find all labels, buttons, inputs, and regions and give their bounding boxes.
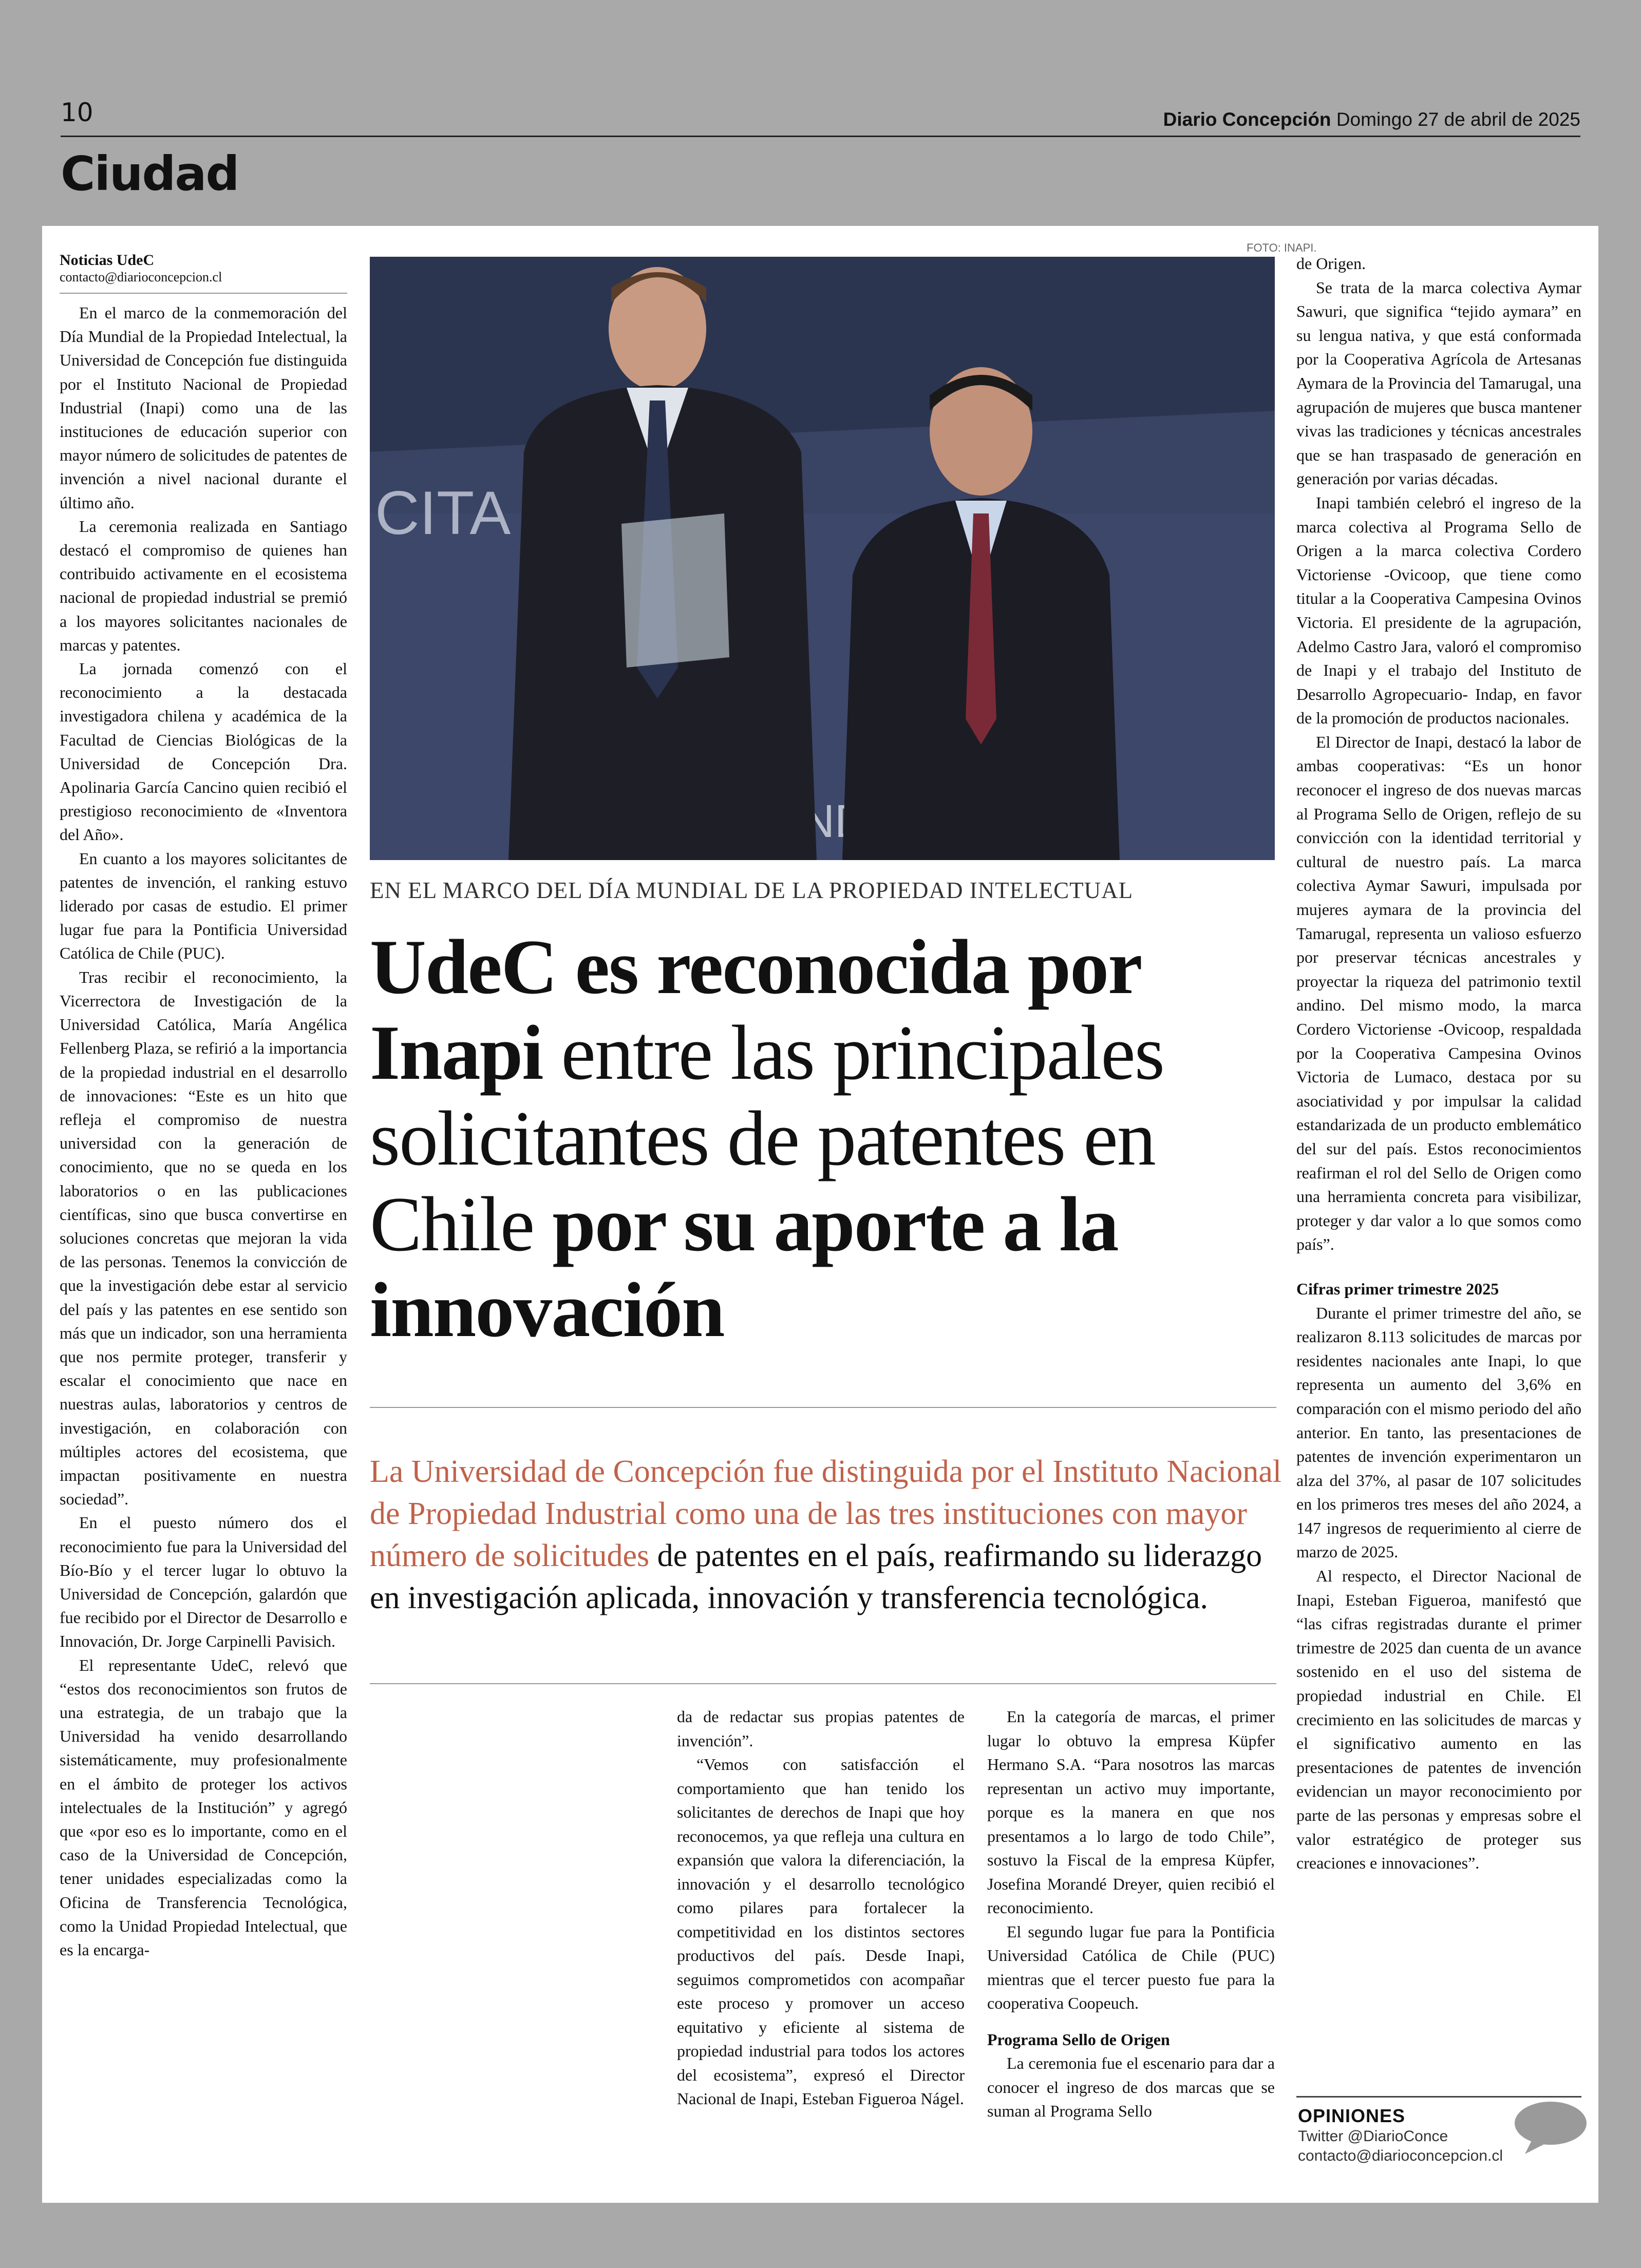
paragraph: La ceremonia fue el escenario para dar a conocer el ingreso de dos marcas que se suman al Programa Sello xyxy=(987,2054,1275,2120)
byline-email: contacto@diarioconcepcion.cl xyxy=(60,270,222,284)
deck-highlight: La Universidad de Concepción fue distinguida por el Instituto Nacional de Propiedad Industrial como una de las tres instituciones con mayor número de solicitudes xyxy=(370,1454,1282,1573)
kicker: EN EL MARCO DEL DÍA MUNDIAL DE LA PROPIEDAD INTELECTUAL xyxy=(370,878,1134,903)
opinion-email: contacto@diarioconcepcion.cl xyxy=(1298,2147,1503,2164)
opinion-twitter: Twitter @DiarioConce xyxy=(1298,2128,1448,2145)
headline-bold-2: por su aporte a la innovación xyxy=(370,1181,1118,1353)
paragraph: Inapi también celebró el ingreso de la marca colectiva al Programa Sello de Origen a la marca colectiva Cordero Victoriense -Ovicoop, que tiene como titular a la Cooperativa Campesina Ovinos Victoria. El presidente de la agrupación, Adelmo Castro Jara, valoró el compromiso de Inapi y el trabajo del Instituto de Desarrollo Agropecuario- Indap, en favor de la promoción de productos nacionales. xyxy=(1296,493,1581,728)
top-rule xyxy=(61,136,1580,137)
paragraph: da de redactar sus propias patentes de invención”. xyxy=(677,1707,965,1750)
column-2 xyxy=(677,1705,965,2111)
page-number: 10 xyxy=(61,98,93,127)
award-photo-illustration xyxy=(370,257,1275,860)
paragraph: El segundo lugar fue para la Pontificia Universidad Católica de Chile (PUC) mientras que el tercer puesto fue para la cooperativa Coopeuch. xyxy=(987,1922,1275,2012)
paragraph: En el puesto número dos el reconocimiento fue para la Universidad del Bío-Bío y el tercer lugar lo obtuvo la Universidad de Concepción, galardón que fue recibido por el Director de Desarrollo e Innovación, Dr. Jorge Carpinelli Pavisich. xyxy=(60,1513,347,1651)
byline-author: Noticias UdeC xyxy=(60,252,155,269)
headline xyxy=(370,924,1284,1353)
paragraph: La jornada comenzó con el reconocimiento a la destacada investigadora chilena y académica de la Facultad de Ciencias Biológicas de la Universidad de Concepción Dra. Apolinaria García Cancino quien recibió el prestigioso reconocimiento de «Inventora del Año». xyxy=(60,659,347,844)
paragraph: Se trata de la marca colectiva Aymar Sawuri, que significa “tejido aymara” en su lengua nativa, y que está conformada por la Cooperativa Agrícola de Artesanas Aymara de la Provincia del Tamarugal, una agrupación de mujeres que busca mantener vivas las tradiciones y técnicas ancestrales que se han traspasado de generación en generación por varias décadas. xyxy=(1296,278,1581,488)
paragraph: Al respecto, el Director Nacional de Inapi, Esteban Figueroa, manifestó que “las cifras registradas durante el primer trimestre de 2025 dan cuenta de un avance sostenido en el uso del sistema de propiedad industrial en Chile. El crecimiento en las solicitudes de marcas y el significativo aumento en las presentaciones de patentes de invención evidencian un mayor reconocimiento por parte de las personas y empresas sobre el valor estratégico de proteger sus creaciones e innovaciones”. xyxy=(1296,1567,1581,1873)
opinion-box xyxy=(1298,2105,1503,2166)
masthead xyxy=(1163,109,1580,130)
subheading: Programa Sello de Origen xyxy=(987,2030,1170,2049)
paragraph: El Director de Inapi, destacó la labor de ambas cooperativas: “Es un honor reconocer el ingreso de dos nuevas marcas al Programa Sello de Origen, reflejo de su convicción con la identidad territorial y cultural de nuestro país. La marca colectiva Aymar Sawuri, impulsada por mujeres aymara de la provincia del Tamarugal, representa un valioso esfuerzo por preservar técnicas ancestrales y proyectar la riqueza del patrimonio textil andino. Del mismo modo, la marca Cordero Victoriense -Ovicoop, respaldada por la Cooperativa Campesina Ovinos Victoria de Lumaco, destaca por su asociatividad y por impulsar la calidad estandarizada de un producto emblemático del sur del país. Estos reconocimientos reafirman el rol del Sello de Origen como una herramienta concreta para visibilizar, proteger y dar valor a lo que somos como país”. xyxy=(1296,732,1581,1254)
issue-date: Domingo 27 de abril de 2025 xyxy=(1336,109,1580,130)
paragraph: En la categoría de marcas, el primer lugar lo obtuvo la empresa Küpfer Hermano S.A. “Para nosotros las marcas representan un activo muy importante, porque es la manera en que nos presentamos a lo largo de todo Chile”, sostuvo la Fiscal de la empresa Küpfer, Josefina Morandé Dreyer, quien recibió el reconocimiento. xyxy=(987,1707,1275,1917)
headline-regular: entre las principales solicitantes de patentes en Chile xyxy=(370,1009,1164,1267)
opinion-title: OPINIONES xyxy=(1298,2105,1406,2126)
paragraph: El representante UdeC, relevó que “estos dos reconocimientos son frutos de una estrategia, de un trabajo que la Universidad ha venido desarrollando sistemáticamente, muy profesionalmente en el ámbito de proteger los activos intelectuales de la Institución” y agregó que «por eso es lo importante, como en el caso de la Universidad de Concepción, tener unidades especializadas como la Oficina de Transferencia Tecnológica, como la Unidad Propiedad Intelectual, que es la encarga- xyxy=(60,1655,347,1959)
column-3 xyxy=(987,1705,1275,2123)
paragraph: de Origen. xyxy=(1296,254,1366,273)
backdrop-text-top: CITA xyxy=(375,479,511,547)
paragraph: En cuanto a los mayores solicitantes de patentes de invención, el ranking estuvo liderado por casas de estudio. El primer lugar fue para la Pontificia Universidad Católica de Chile (PUC). xyxy=(60,849,347,963)
deck-rest: de patentes en el país, reafirmando su liderazgo en investigación aplicada, innovación y transferencia tecnológica. xyxy=(370,1538,1262,1615)
column-1 xyxy=(60,252,347,1961)
paragraph: Durante el primer trimestre del año, se realizaron 8.113 solicitudes de marcas por residentes nacionales ante Inapi, lo que representa un aumento del 3,6% en comparación con el mismo periodo del año anterior. En tanto, las presentaciones de patentes de invención experimentaron un alza del 37%, al pasar de 107 solicitudes en los primeros tres meses del año 2024, a 147 ingresos de requerimiento al cierre de marzo de 2025. xyxy=(1296,1303,1581,1561)
paragraph: La ceremonia realizada en Santiago destacó el compromiso de quienes han contribuido activamente en el ecosistema nacional de propiedad industrial se premió a los mayores solicitantes nacionales de marcas y patentes. xyxy=(60,517,347,654)
paragraph: Tras recibir el reconocimiento, la Vicerrectora de Investigación de la Universidad Católica, María Angélica Fellenberg Plaza, se refirió a la importancia de la propiedad industrial en el desarrollo de innovaciones: “Este es un hito que refleja el compromiso de nuestra universidad con la generación de conocimiento, que no se queda en los laboratorios o en las publicaciones científicas, sino que busca convertirse en soluciones concretas que mejoran la vida de las personas. Tenemos la convicción de que la investigación debe estar al servicio del país y las patentes en ese sentido son más que un indicador, son una herramienta que nos permite proteger, transferir y escalar el conocimiento que nace en nuestras aulas, laboratorios y centros de investigación, en colaboración con múltiples actores del ecosistema, que impactan positivamente en nuestra sociedad”. xyxy=(60,967,347,1509)
article-sheet xyxy=(42,226,1598,2203)
column-4 xyxy=(1296,252,1581,1875)
award-photo xyxy=(370,257,1275,860)
headline-bold-1: UdeC es reconocida por Inapi xyxy=(370,924,1140,1096)
section-title: Ciudad xyxy=(61,146,239,201)
paragraph: En el marco de la conmemoración del Día Mundial de la Propiedad Intelectual, la Universidad de Concepción fue distinguida por el Instituto Nacional de Propiedad Industrial (Inapi) como una de las instituciones de educación superior con mayor número de solicitudes de patentes de invención a nivel nacional durante el último año. xyxy=(60,303,347,512)
byline-rule xyxy=(60,293,347,294)
opinion-rule xyxy=(1296,2096,1581,2098)
deck-rule xyxy=(370,1683,1276,1684)
headline-rule xyxy=(370,1407,1276,1408)
subheading: Cifras primer trimestre 2025 xyxy=(1296,1279,1499,1298)
paper-name: Diario Concepción xyxy=(1163,109,1331,130)
speech-bubble-icon xyxy=(1512,2100,1589,2157)
deck xyxy=(370,1451,1284,1619)
paragraph: “Vemos con satisfacción el comportamiento que han tenido los solicitantes de derechos de Inapi que hoy reconocemos, ya que refleja una cultura en expansión que valora la diferenciación, la innovación y el desarrollo tecnológico como pilares para fortalecer la competitividad en los distintos sectores productivos del país. Desde Inapi, seguimos comprometidos con acompañar este proceso y promover un acceso equitativo y eficiente al sistema de propiedad industrial para todos los actores del ecosistema”, expresó el Director Nacional de Inapi, Esteban Figueroa Nágel. xyxy=(677,1755,965,2108)
photo-credit: FOTO: INAPI. xyxy=(1247,241,1317,254)
